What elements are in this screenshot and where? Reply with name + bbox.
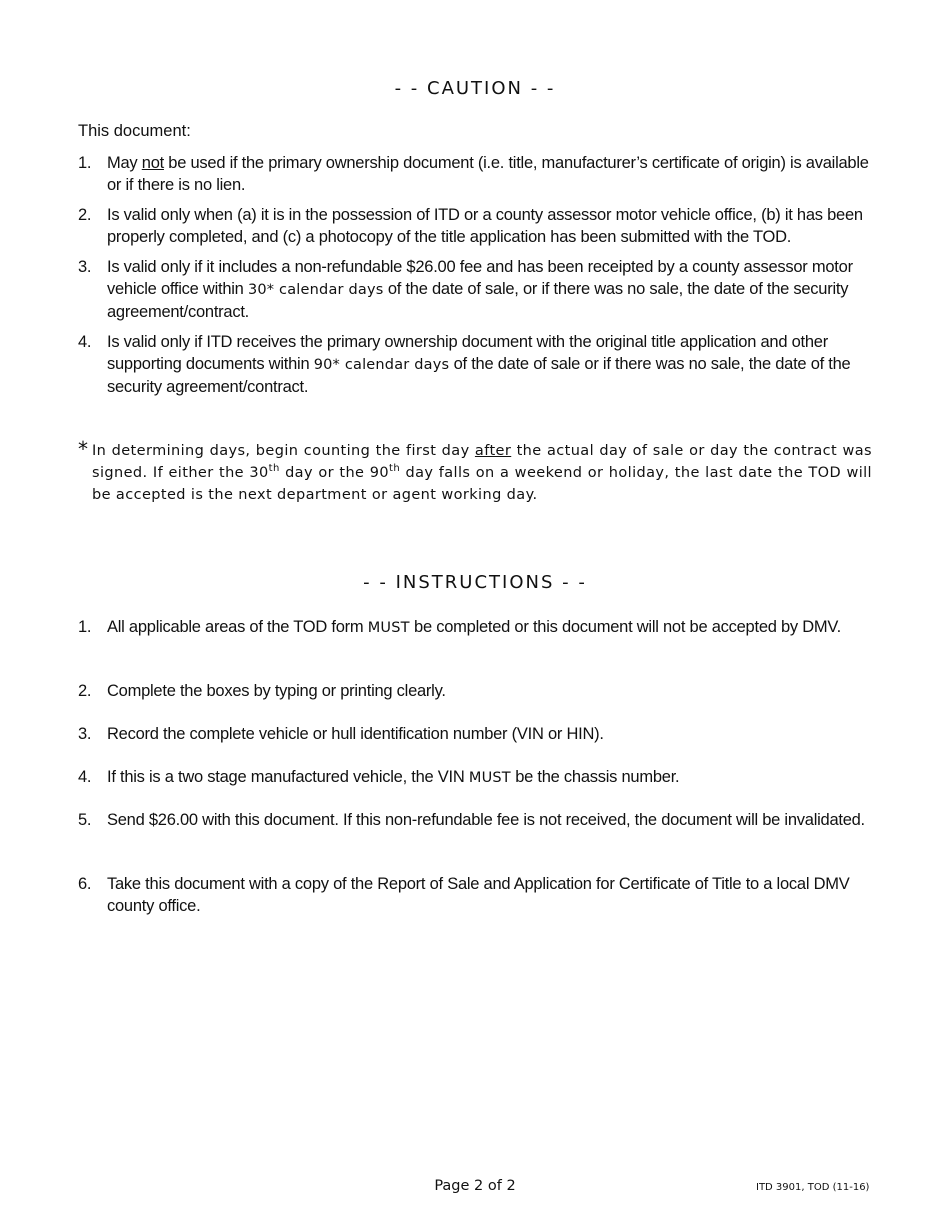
instruction-item: 1. All applicable areas of the TOD form MUST be completed or this document will not be accepted by DMV. (78, 618, 842, 636)
caution-item: 4. Is valid only if ITD receives the primary ownership document with the original title application and other supporting documents within 90* calendar days of the date of sale or if there was no sale, the date of the security agreement/contract. (78, 333, 851, 396)
caution-intro: This document: (78, 122, 191, 140)
instruction-item: 4. If this is a two stage manufactured vehicle, the VIN MUST be the chassis number. (78, 768, 680, 786)
deadline-30-days: 30* calendar days (247, 282, 384, 298)
caution-item: 2. Is valid only when (a) it is in the possession of ITD or a county assessor motor vehicle office, (b) it has been properly completed, and (c) a photocopy of the title application has been submitted with the TOD. (78, 206, 863, 246)
instructions-list (78, 616, 878, 917)
instruction-item: 6. Take this document with a copy of the Report of Sale and Application for Certificate of Title to a local DMV county office. (78, 875, 850, 915)
page-number: Page 2 of 2 (434, 1178, 516, 1194)
caution-list (78, 152, 878, 406)
instructions-heading: - - INSTRUCTIONS - - (363, 572, 587, 593)
instruction-item: 5. Send $26.00 with this document. If this non-refundable fee is not received, the document will be invalidated. (78, 811, 865, 829)
deadline-90-days: 90* calendar days (313, 357, 450, 373)
caution-heading: - - CAUTION - - (394, 78, 556, 99)
asterisk: * (78, 437, 89, 461)
emphasis-not: not (141, 154, 164, 172)
caution-item: 1. May not be used if the primary ownership document (i.e. title, manufacturer’s certificate of origin) is available or if there is no lien. (78, 154, 869, 194)
caution-item: 3. Is valid only if it includes a non-refundable $26.00 fee and has been receipted by a county assessor motor vehicle office within 30* calendar days of the date of sale, or if there was no sale, the date of the security agreement/contract. (78, 258, 853, 321)
day-count-footnote: * In determining days, begin counting the first day after the actual day of sale or day the contract was signed. If either the 30th day or the 90th day falls on a weekend or holiday, the last date the TOD will be accepted is the next department or agent working day. (78, 437, 872, 503)
form-identifier: ITD 3901, TOD (11-16) (756, 1182, 870, 1193)
instruction-item: 3. Record the complete vehicle or hull identification number (VIN or HIN). (78, 725, 604, 743)
instruction-item: 2. Complete the boxes by typing or printing clearly. (78, 682, 446, 700)
